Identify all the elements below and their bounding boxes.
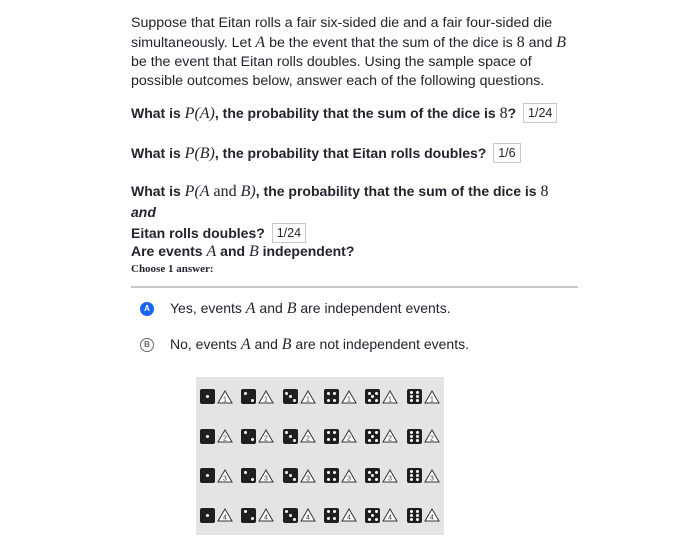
outcome-cell xyxy=(279,456,320,496)
var-a: A xyxy=(255,34,266,51)
svg-text:2: 2 xyxy=(264,435,269,443)
outcome-cell xyxy=(237,377,278,417)
num-eight: 8 xyxy=(516,34,525,51)
question-2: What is P(B), the probability that Eitan rolls doubles? 1/6 xyxy=(131,143,571,164)
six-sided-die-icon xyxy=(324,429,339,444)
question-3: What is P(A and B), the probability that the sum of the dice is 8 and Eitan rolls doubles? 1/24 xyxy=(131,183,549,241)
svg-text:4: 4 xyxy=(223,514,228,522)
six-sided-die-icon xyxy=(283,508,298,523)
outcome-cell xyxy=(403,377,444,417)
outcome-cell xyxy=(196,417,237,457)
six-sided-die-icon xyxy=(407,429,422,444)
outcome-cell xyxy=(361,417,402,457)
question-4: Are events A and B independent? xyxy=(131,243,355,260)
svg-text:2: 2 xyxy=(223,435,228,443)
svg-text:3: 3 xyxy=(388,475,393,483)
four-sided-die-icon xyxy=(341,429,357,443)
six-sided-die-icon xyxy=(241,389,256,404)
four-sided-die-icon xyxy=(382,508,398,522)
outcome-cell xyxy=(320,496,361,536)
four-sided-die-icon xyxy=(341,508,357,522)
four-sided-die-icon xyxy=(217,469,233,483)
four-sided-die-icon xyxy=(217,390,233,404)
outcome-cell xyxy=(237,456,278,496)
six-sided-die-icon xyxy=(365,468,380,483)
outcome-cell xyxy=(237,496,278,536)
six-sided-die-icon xyxy=(365,389,380,404)
six-sided-die-icon xyxy=(324,468,339,483)
svg-text:4: 4 xyxy=(429,514,434,522)
four-sided-die-icon xyxy=(300,469,316,483)
four-sided-die-icon xyxy=(382,390,398,404)
divider xyxy=(131,286,578,288)
outcome-cell xyxy=(196,456,237,496)
choose-instruction: Choose 1 answer: xyxy=(131,263,214,275)
six-sided-die-icon xyxy=(324,508,339,523)
six-sided-die-icon xyxy=(241,429,256,444)
svg-text:4: 4 xyxy=(347,514,352,522)
six-sided-die-icon xyxy=(365,508,380,523)
six-sided-die-icon xyxy=(407,389,422,404)
outcome-cell xyxy=(279,417,320,457)
outcome-cell xyxy=(196,496,237,536)
outcome-cell xyxy=(279,496,320,536)
sample-space-grid xyxy=(196,377,444,535)
outcome-cell xyxy=(403,456,444,496)
four-sided-die-icon xyxy=(300,508,316,522)
outcome-cell xyxy=(279,377,320,417)
six-sided-die-icon xyxy=(200,429,215,444)
four-sided-die-icon xyxy=(424,429,440,443)
six-sided-die-icon xyxy=(200,389,215,404)
four-sided-die-icon xyxy=(217,508,233,522)
answer-field-3[interactable]: 1/24 xyxy=(272,223,306,243)
svg-text:1: 1 xyxy=(429,396,434,404)
outcome-cell xyxy=(196,377,237,417)
four-sided-die-icon xyxy=(424,469,440,483)
problem-statement: Suppose that Eitan rolls a fair six-sided die and a fair four-sided die simultaneously. Let A be the event that the sum of the dice is 8 and B be the event that Eitan rolls doubles. Using the sample space of possible outcomes below, answer each of the following questions. xyxy=(131,15,567,89)
svg-text:3: 3 xyxy=(264,475,269,483)
choice-b[interactable] xyxy=(140,334,469,355)
six-sided-die-icon xyxy=(241,468,256,483)
six-sided-die-icon xyxy=(365,429,380,444)
answer-field-1[interactable]: 1/24 xyxy=(523,103,557,123)
outcome-cell xyxy=(361,496,402,536)
choice-b-radio[interactable]: B xyxy=(140,338,154,352)
outcome-cell xyxy=(320,417,361,457)
svg-text:1: 1 xyxy=(264,396,269,404)
six-sided-die-icon xyxy=(324,389,339,404)
svg-text:2: 2 xyxy=(388,435,393,443)
outcome-cell xyxy=(403,496,444,536)
choice-a-radio[interactable]: A xyxy=(140,302,154,316)
svg-text:4: 4 xyxy=(305,514,310,522)
four-sided-die-icon xyxy=(300,429,316,443)
svg-text:1: 1 xyxy=(388,396,393,404)
svg-text:4: 4 xyxy=(264,514,269,522)
svg-text:2: 2 xyxy=(305,435,310,443)
four-sided-die-icon xyxy=(382,429,398,443)
outcome-cell xyxy=(403,417,444,457)
svg-text:1: 1 xyxy=(223,396,228,404)
four-sided-die-icon xyxy=(258,469,274,483)
six-sided-die-icon xyxy=(200,468,215,483)
svg-text:1: 1 xyxy=(305,396,310,404)
choice-a-label: Yes, events A and B are independent events. xyxy=(170,300,451,317)
four-sided-die-icon xyxy=(258,390,274,404)
answer-field-2[interactable]: 1/6 xyxy=(493,143,520,163)
outcome-cell xyxy=(237,417,278,457)
choice-a[interactable] xyxy=(140,298,451,319)
svg-text:3: 3 xyxy=(429,475,434,483)
var-b: B xyxy=(556,34,567,51)
four-sided-die-icon xyxy=(424,508,440,522)
four-sided-die-icon xyxy=(382,469,398,483)
outcome-cell xyxy=(361,456,402,496)
svg-text:3: 3 xyxy=(305,475,310,483)
six-sided-die-icon xyxy=(200,508,215,523)
four-sided-die-icon xyxy=(341,390,357,404)
svg-text:3: 3 xyxy=(347,475,352,483)
six-sided-die-icon xyxy=(283,429,298,444)
four-sided-die-icon xyxy=(258,429,274,443)
four-sided-die-icon xyxy=(300,390,316,404)
four-sided-die-icon xyxy=(341,469,357,483)
question-1: What is P(A), the probability that the sum of the dice is 8? 1/24 xyxy=(131,103,571,124)
outcome-cell xyxy=(320,456,361,496)
four-sided-die-icon xyxy=(424,390,440,404)
six-sided-die-icon xyxy=(407,468,422,483)
svg-text:1: 1 xyxy=(347,396,352,404)
four-sided-die-icon xyxy=(258,508,274,522)
svg-text:2: 2 xyxy=(429,435,434,443)
svg-text:4: 4 xyxy=(388,514,393,522)
svg-text:3: 3 xyxy=(223,475,228,483)
svg-text:2: 2 xyxy=(347,435,352,443)
choice-b-label: No, events A and B are not independent events. xyxy=(170,336,469,353)
outcome-cell xyxy=(361,377,402,417)
six-sided-die-icon xyxy=(407,508,422,523)
four-sided-die-icon xyxy=(217,429,233,443)
outcome-cell xyxy=(320,377,361,417)
six-sided-die-icon xyxy=(283,389,298,404)
six-sided-die-icon xyxy=(283,468,298,483)
six-sided-die-icon xyxy=(241,508,256,523)
